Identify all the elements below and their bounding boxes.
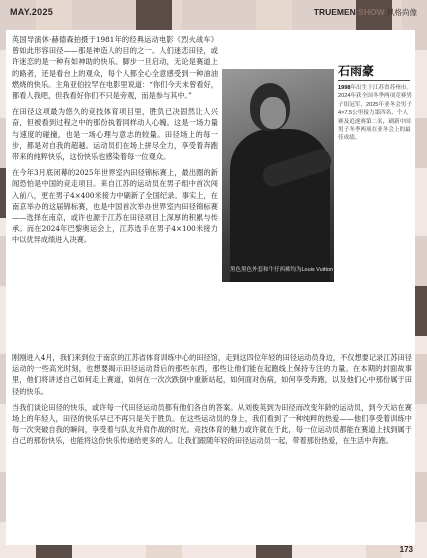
name-divider	[338, 80, 410, 81]
photo-face-shape	[260, 97, 286, 129]
plaid-block	[256, 545, 292, 558]
brand-main: TRUEMEN	[313, 7, 359, 17]
brand-title	[314, 7, 417, 18]
issue-date: MAY.2025	[10, 7, 54, 17]
article-paragraph-1: 英国导演休·赫德森拍摄于1981年的经典运动电影《烈火战车》曾如此形容田径——那是神造人的目的之一。人们迷恋田径，或许迷恋的是一种有如神助的快乐。脚步一旦启动，无论是赛道上的路者，还是看台上的观众，每个人都全心全意感受到一种油油燃烧的快乐。主角亚伯拉罕在电影里说道：“你们今天未曾看好，都看人我吧，但我看好你们不只是旁观，而是参与其中。”	[12, 35, 218, 101]
article-paragraph-4: 刚刚进入4月，我们来到位于南京的江苏省体育训练中心的田径馆，走到这四位年轻的田径运动员身边，不仅想要记录江苏田径运动的一些高光时刻，也想要揭示田径运动背后的那些东西，那些让他们能在起跑线上保持专注的力量。在本期的封面故事里，他们将讲述自己如何走上赛道，如何在一次次跌倒中重新站起，如何面对伤病，如何享受奔跑，以及他们心中那份属于田径的快乐。	[12, 353, 412, 396]
page-number: 173	[399, 545, 413, 554]
bio-text: 年出生于江苏省苏州市。2024年获全国冬季两项竞赛男子组冠军，2025年亚冬会男子4×7.5公里接力第四名、个人赛及追逐赛第二名，刷新中国男子冬季两项在亚冬会上的最佳成绩。	[338, 85, 412, 142]
athlete-photo	[222, 69, 334, 282]
article-paragraph-5: 当我们谈论田径的快乐，或许每一代田径运动员都有他们各自的答案。从刘俊英到为田径而改变年龄的运动员，到今天站在赛场上的年轻人，田径的快乐早已不再只是关于胜负。在这些运动员的身上，我们看到了一种纯粹的热爱——他们享受着训练中每一次突破自我的瞬间，享受着与队友并肩作战的时光。竞技体育的魅力或许就在于此，每一位运动员都能在赛道上找到属于自己的那份快乐，也能将这份快乐传递给更多的人。让我们跟随年轻的田径运动员一起，带着那份热爱，在生活中奔跑。	[12, 402, 412, 446]
article-column-left	[12, 34, 218, 251]
article-column-bottom	[12, 352, 412, 452]
brand-accent: SHOW	[358, 7, 385, 17]
brand-cn: 风格尚像	[387, 8, 417, 17]
plaid-block	[36, 545, 72, 558]
athlete-name: 石雨豪	[338, 64, 375, 78]
photo-caption: 黑色黑色外套和牛仔西裤均为Louis Vuitton	[230, 266, 334, 273]
bio-year: 1998	[338, 85, 351, 91]
page-header	[0, 0, 427, 26]
athlete-bio	[338, 84, 412, 143]
article-paragraph-2: 在田径这项最为悠久的竞技体育项目里，胜负已决固然让人兴奋，但被看到过程之中的那份执着同样动人心魄。这是一场力量与速度的碰撞，也是一场心理与意志的较量。田径场上的每一步，都是对自我的超越。运动员们在场上拼尽全力，享受着奔跑带来的纯粹快乐，这份快乐也感染着每一位观众。	[12, 107, 218, 162]
article-paragraph-3: 在今年3月底闭幕的2025年世界室内田径锦标赛上，最出圈的新闻恐怕是中国的竞走项目。来自江苏的运动员在男子组中首次闯入前八，更在男子4×400米接力中刷新了全国纪录。事实上，在南京举办的这届锦标赛，也是中国首次举办世界室内田径锦标赛——选择在南京，或许也源于江苏在田径项目上深厚的积累与传承。而在2024年巴黎奥运会上，江苏选手在男子4×100米接力中以优异成绩进入决赛。	[12, 168, 218, 245]
plaid-block	[415, 286, 427, 336]
